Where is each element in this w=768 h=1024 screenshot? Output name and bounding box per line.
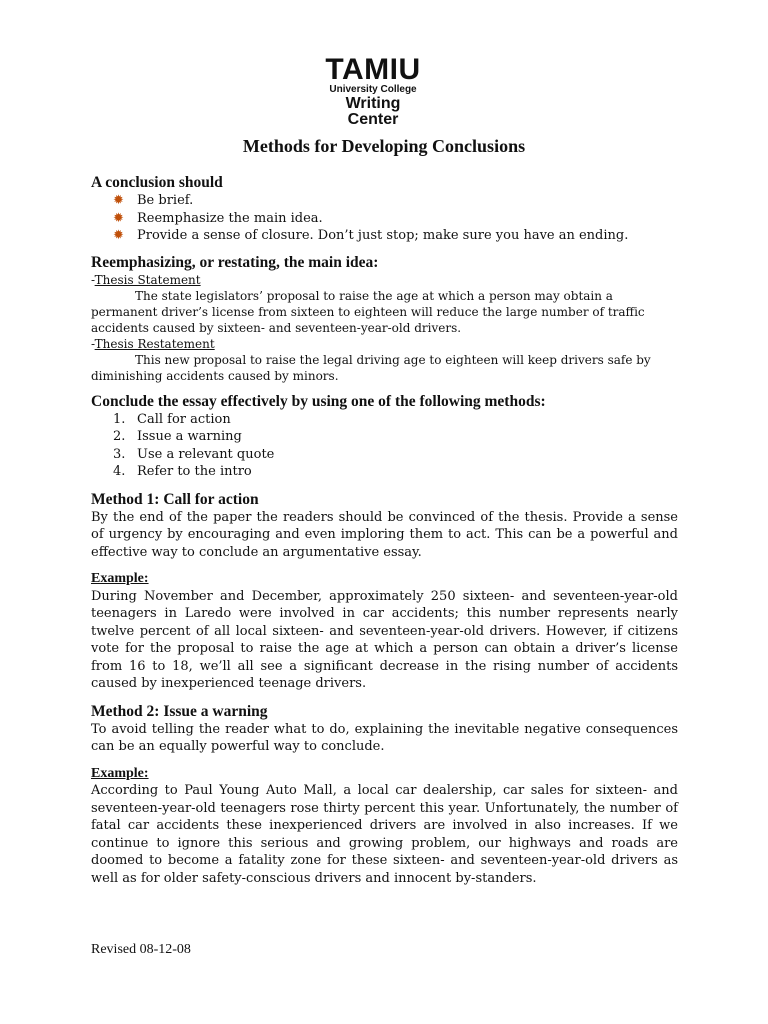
method-2-example-text: According to Paul Young Auto Mall, a local car dealership, car sales for sixteen- and seventeen-year-old teenagers rose thirty percent this year. Unfortunately, the number of fatal car accidents these inexperienced drivers are involved in also increases. If we continue to ignore this serious and growing problem, our highways and roads are doomed to become a fatality zone for these sixteen- and seventeen-year-old drivers as well as for older safety-conscious drivers and innocent by-standers. <box>91 783 678 886</box>
page-title: Methods for Developing Conclusions <box>242 136 526 156</box>
sun-star-icon: ✹ <box>113 210 124 226</box>
document-body <box>91 174 678 887</box>
section-heading-conclusion: A conclusion should <box>91 174 223 191</box>
thesis-statement-label: -Thesis Statement <box>91 272 201 287</box>
thesis-statement-text: The state legislators’ proposal to raise the age at which a person may obtain a permanent driver’s license from sixteen to eighteen will reduce the large number of traffic accidents caused by sixteen- and seventeen-year-old drivers. <box>91 288 645 335</box>
logo-line-2: University College <box>329 84 417 95</box>
thesis-restatement-label: -Thesis Restatement <box>91 336 215 351</box>
method-2-body: To avoid telling the reader what to do, explaining the inevitable negative consequences can be an equally powerful way to conclude. <box>91 721 678 754</box>
method-1-example-label: Example: <box>91 571 149 586</box>
sun-star-icon: ✹ <box>113 228 124 243</box>
list-item: 1. Call for action <box>113 411 231 427</box>
sun-star-icon: ✹ <box>113 193 124 208</box>
list-item: 4. Refer to the intro <box>113 464 252 479</box>
bullet-item: ✹ Provide a sense of closure. Don’t just stop; make sure you have an ending. <box>113 228 629 243</box>
logo-line-1: TAMIU <box>325 53 421 86</box>
tamiu-writing-center-logo <box>310 53 436 128</box>
method-1-heading: Method 1: Call for action <box>91 490 259 508</box>
revision-date: Revised 08-12-08 <box>91 942 191 957</box>
method-1-example-text: During November and December, approximately 250 sixteen- and seventeen-year-old teenagers in Laredo were involved in car accidents; this number represents nearly twelve percent of all local sixteen- and seventeen-year-old drivers. However, if citizens vote for the proposal to raise the age at which a person can obtain a driver’s license from 16 to 18, we’ll all see a significant decrease in the rising number of accidents caused by inexperienced teenage drivers. <box>91 588 678 691</box>
method-2-heading: Method 2: Issue a warning <box>91 702 268 720</box>
logo-line-3: Writing <box>345 95 401 112</box>
logo-line-4: Center <box>347 111 399 128</box>
section-heading-methods: Conclude the essay effectively by using one of the following methods: <box>91 392 546 410</box>
thesis-restatement-text: This new proposal to raise the legal driving age to eighteen will keep drivers safe by diminishing accidents caused by minors. <box>91 352 651 383</box>
list-item: 2. Issue a warning <box>113 429 242 444</box>
methods-numbered-list <box>91 411 678 481</box>
section-heading-restating: Reemphasizing, or restating, the main idea: <box>91 253 379 271</box>
bullet-item: ✹ Be brief. <box>113 193 194 208</box>
list-item: 3. Use a relevant quote <box>113 446 275 462</box>
method-2-example-label: Example: <box>91 765 149 781</box>
method-1-body: By the end of the paper the readers should be convinced of the thesis. Provide a sense of urgency by encouraging and even imploring them to act. This can be a powerful and effective way to conclude an argumentative essay. <box>91 509 678 560</box>
conclusion-bullet-list <box>91 192 678 245</box>
bullet-item: ✹ Reemphasize the main idea. <box>113 210 323 226</box>
